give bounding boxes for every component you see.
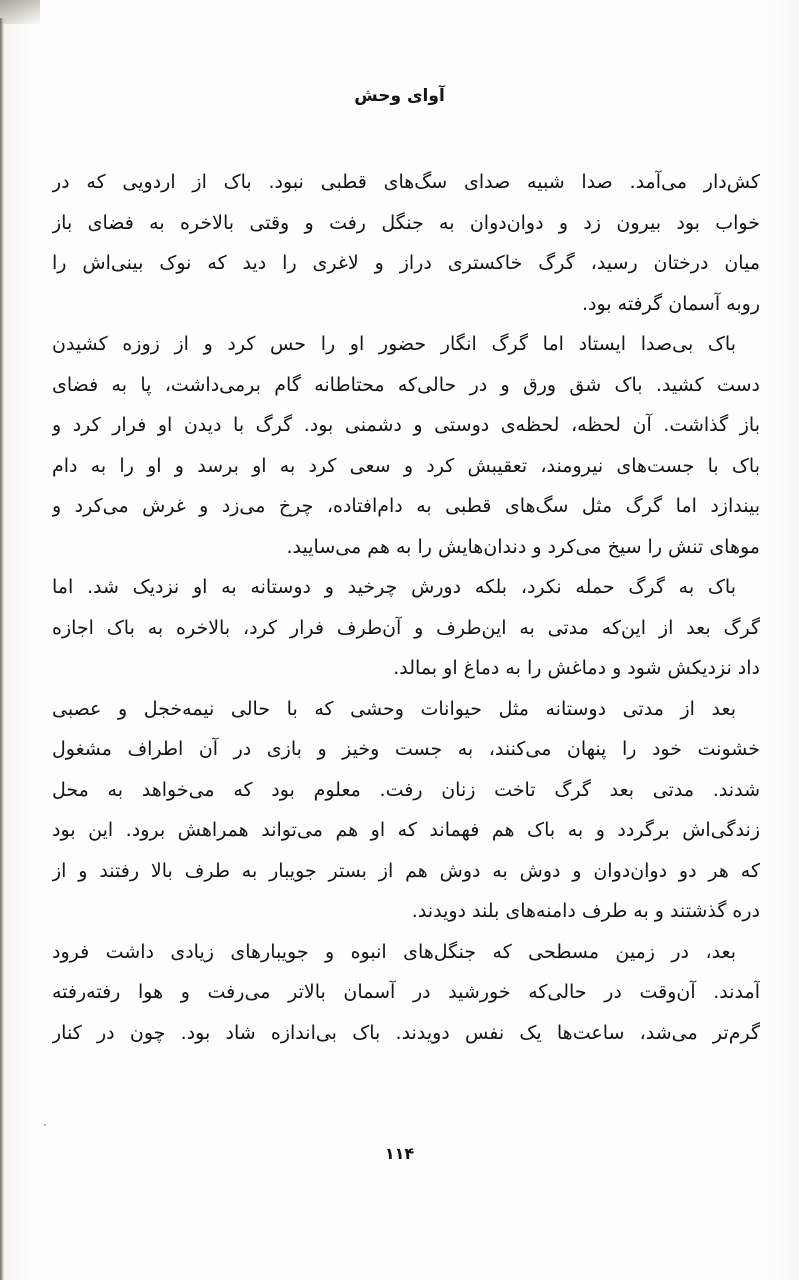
text-line: گرگ بعد از این‌که مدتی به این‌طرف و آن‌طرف فرار کرد، بالاخره به باک اجازه: [52, 616, 760, 639]
text-line: بعد، در زمین مسطحی که جنگل‌های انبوه و جویبارهای زیادی داشت فرود: [52, 940, 736, 963]
text-line: کش‌دار می‌آمد. صدا شبیه صدای سگ‌های قطبی نبود. باک از اردویی که در: [52, 171, 760, 193]
paragraph: [52, 932, 760, 1054]
text-line: بیندازد اما گرگ مثل سگ‌های قطبی به دام‌افتاده، چرخ می‌زد و غرش می‌کرد و: [52, 495, 760, 517]
scan-speck: [44, 1124, 46, 1126]
body-text: [52, 162, 760, 1053]
text-line: موهای تنش را سیخ می‌کرد و دندان‌هایش را به هم می‌سایید.: [286, 535, 760, 558]
binding-shadow: [0, 18, 4, 1280]
text-line: باک با جست‌های نیرومند، تعقیبش کرد و سعی کرد به او برسد و او را به دام: [52, 454, 760, 477]
text-line: زندگی‌اش برگردد و به باک هم فهماند که او هم می‌تواند همراهش برود. این بود: [52, 819, 760, 841]
text-line: روبه آسمان گرفته بود.: [581, 292, 760, 315]
text-line: دره گذشتند و به طرف دامنه‌های بلند دویدند.: [411, 900, 760, 922]
text-line: باک به گرگ حمله نکرد، بلکه دورش چرخید و دوستانه به او نزدیک شد. اما: [52, 576, 736, 598]
text-line: خشونت خود را پنهان می‌کنند، به جست وخیز و بازی در آن اطراف مشغول: [52, 738, 760, 760]
paragraph: [52, 567, 760, 689]
text-line: میان درختان رسید، گرگ خاکستری دراز و لاغری را دید که نوک بینی‌اش را: [52, 252, 760, 274]
text-line: باز گذاشت. آن لحظه، لحظه‌ی دوستی و دشمنی بود. گرگ با دیدن او فرار کرد و: [52, 414, 760, 436]
text-line: شدند. مدتی بعد گرگ تاخت زنان رفت. معلوم بود که می‌خواهد به محل: [52, 778, 760, 801]
text-line: باک بی‌صدا ایستاد اما گرگ انگار حضور او را حس کرد و از زوزه کشیدن: [52, 333, 736, 355]
text-line: که هر دو دوان‌دوان و دوش به دوش هم از بستر جویبار به طرف بالا رفتند و از: [52, 859, 760, 882]
paragraph: [52, 324, 760, 567]
paragraph: [52, 689, 760, 932]
text-line: بعد از مدتی دوستانه مثل حیوانات وحشی که با حالی نیمه‌خجل و عصبی: [52, 697, 736, 720]
text-line: داد نزدیکش شود و دماغش را به دماغ او بمالد.: [393, 657, 760, 679]
running-head: آوای وحش: [354, 86, 445, 106]
text-line: آمدند. آن‌وقت در حالی‌که خورشید در آسمان بالاتر می‌رفت و هوا رفته‌رفته: [52, 981, 760, 1003]
paragraph: [52, 162, 760, 324]
text-line: گرم‌تر می‌شد، ساعت‌ها یک نفس دویدند. باک بی‌اندازه شاد بود. چون در کنار: [52, 1021, 760, 1044]
page-number: ۱۱۴: [384, 1144, 415, 1163]
text-line: خواب بود بیرون زد و دوان‌دوان به جنگل رفت و وقتی بالاخره به فضای باز: [52, 211, 760, 234]
text-line: دست کشید. باک شق ورق و در حالی‌که محتاطانه گام برمی‌داشت، پا به فضای: [52, 373, 760, 396]
page-corner-fold: [0, 0, 40, 24]
